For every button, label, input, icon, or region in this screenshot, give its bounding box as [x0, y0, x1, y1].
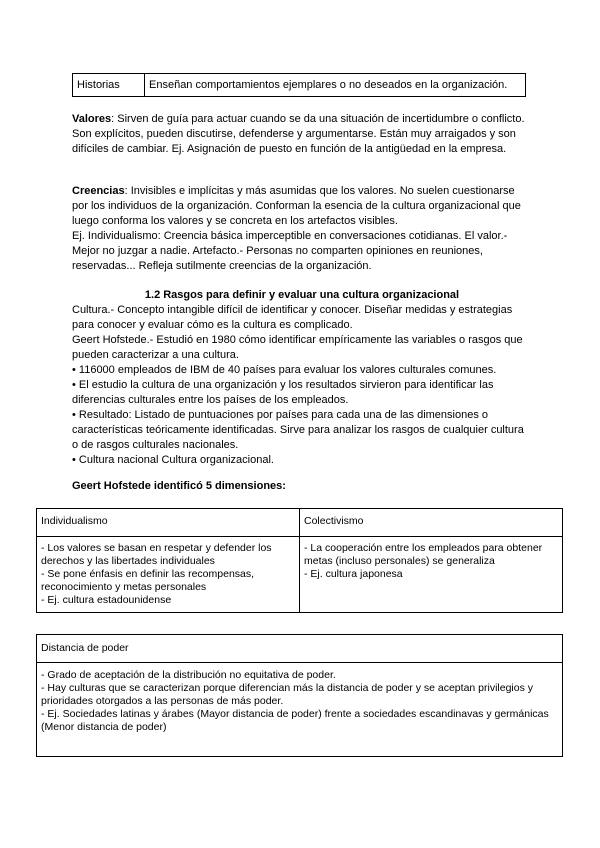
valores-text: : Sirven de guía para actuar cuando se da una situación de incertidumbre o conflicto. Son explícitos, pueden discutirse, defenderse y argumentarse. Están muy arraigados y son difíciles de cambiar. Ej. Asignación de puesto en función de la antigüedad en la empresa.: [72, 113, 525, 155]
distancia-poder-header: Distancia de poder: [37, 635, 563, 663]
creencias-example: Ej. Individualismo: Creencia básica imperceptible en conversaciones cotidianas. El valor.- Mejor no juzgar a nadie. Artefacto.- Personas no comparten opiniones en reuniones, reservadas... Refleja sutilmente creencias de la organización.: [72, 230, 508, 272]
individualismo-line: - Ej. cultura estadounidense: [41, 594, 172, 606]
section-line: • 116000 empleados de IBM de 40 países para evaluar los valores culturales comunes.: [72, 364, 497, 376]
table-row: [37, 537, 563, 613]
creencias-label: Creencias: [72, 185, 125, 197]
historias-table: [72, 73, 526, 97]
section-rasgos: [72, 288, 532, 468]
table-row: [73, 74, 526, 97]
section-line: • Cultura nacional Cultura organizacional.: [72, 454, 274, 466]
section-line: Cultura.- Concepto intangible difícil de identificar y conocer. Diseñar medidas y estrategias para conocer y evaluar cómo es la cultura es complicado.: [72, 304, 513, 331]
colectivismo-line: - La cooperación entre los empleados para obtener metas (incluso personales) se generaliza: [304, 542, 543, 567]
historias-value: Enseñan comportamientos ejemplares o no deseados en la organización.: [145, 74, 526, 97]
valores-paragraph: [72, 112, 532, 157]
dimensions-heading: Geert Hofstede identificó 5 dimensiones:: [72, 480, 286, 492]
section-line: • Resultado: Listado de puntuaciones por países para cada una de las dimensiones o características teóricamente identificadas. Sirve para analizar los rasgos de cualquier cultura o de rasgos culturales nacionales.: [72, 409, 524, 451]
section-title: 1.2 Rasgos para definir y evaluar una cultura organizacional: [144, 289, 460, 301]
valores-label: Valores: [72, 113, 112, 125]
dimensions-table: [36, 508, 563, 613]
table-row: [37, 663, 563, 757]
creencias-text: : Invisibles e implícitas y más asumidas que los valores. No suelen cuestionarse por los individuos de la organización. Conforman la esencia de la cultura organizacional que luego conforma los valores y se concreta en los artefactos visibles.: [72, 185, 521, 227]
individualismo-header: Individualismo: [37, 509, 300, 537]
colectivismo-line: - Ej. cultura japonesa: [304, 568, 403, 580]
dimensions-heading-wrap: [72, 479, 532, 494]
table-row: [37, 509, 563, 537]
section-line: Geert Hofstede.- Estudió en 1980 cómo identificar empíricamente las variables o rasgos que pueden caracterizar a una cultura.: [72, 334, 523, 361]
individualismo-line: - Se pone énfasis en definir las recompensas, reconocimiento y metas personales: [41, 568, 255, 593]
distancia-poder-line: - Hay culturas que se caracterizan porque diferencian más la distancia de poder y se aceptan privilegios y prioridades otorgados a las personas de más poder.: [41, 682, 534, 707]
colectivismo-cell: [300, 537, 563, 613]
creencias-paragraph: [72, 184, 532, 274]
colectivismo-header: Colectivismo: [300, 509, 563, 537]
individualismo-cell: [37, 537, 300, 613]
distancia-poder-line: - Grado de aceptación de la distribución no equitativa de poder.: [41, 669, 336, 681]
distancia-poder-cell: [37, 663, 563, 757]
distancia-poder-line: - Ej. Sociedades latinas y árabes (Mayor distancia de poder) frente a sociedades escandinavas y germánicas (Menor distancia de poder): [41, 708, 549, 733]
table-row: [37, 635, 563, 663]
distancia-poder-table: [36, 634, 563, 757]
section-line: • El estudio la cultura de una organización y los resultados sirvieron para identificar las diferencias culturales entre los países de los empleados.: [72, 379, 494, 406]
historias-key: Historias: [73, 74, 145, 97]
individualismo-line: - Los valores se basan en respetar y defender los derechos y las libertades individuales: [41, 542, 272, 567]
